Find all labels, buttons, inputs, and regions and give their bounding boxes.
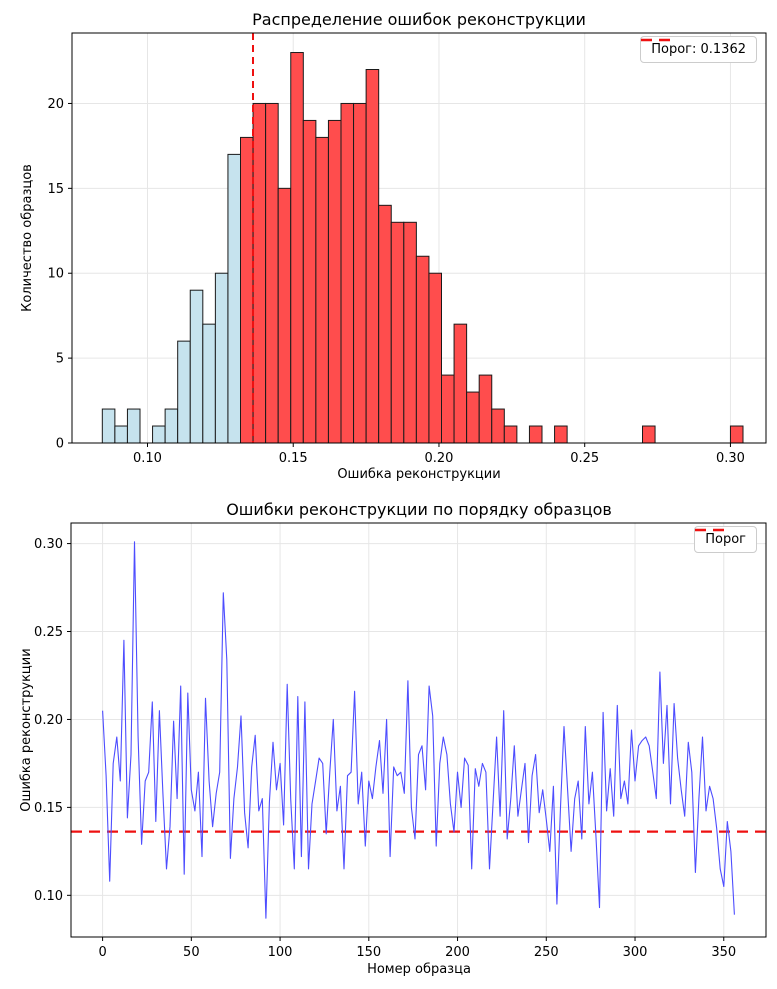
histogram-bar (442, 375, 455, 443)
histogram-bar (165, 409, 178, 443)
threshold-dash-icon (695, 527, 731, 533)
x-tick-label: 0.25 (570, 451, 600, 466)
y-tick-label: 5 (55, 351, 64, 367)
histogram-bar (127, 409, 140, 443)
line-legend (694, 526, 757, 553)
histogram-bar (504, 426, 517, 443)
y-tick-label: 20 (47, 96, 64, 112)
histogram-bar (555, 426, 568, 443)
histogram-bar (228, 154, 241, 443)
histogram-bar (153, 426, 166, 443)
x-tick-label: 150 (356, 945, 382, 960)
hist-ylabel: Количество образцов (20, 164, 35, 312)
histogram-bar (115, 426, 128, 443)
hist-xlabel: Ошибка реконструкции (337, 467, 501, 482)
histogram-bar (102, 409, 115, 443)
x-tick-label: 350 (711, 945, 737, 960)
histogram-bar (479, 375, 492, 443)
threshold-dash-icon (641, 37, 677, 43)
x-tick-label: 200 (445, 945, 470, 960)
y-tick-label: 0.25 (34, 625, 63, 641)
histogram-bar (291, 53, 304, 443)
line-ylabel: Ошибка реконструкции (19, 648, 34, 812)
x-tick-label: 50 (183, 945, 200, 960)
y-tick-label: 0.10 (34, 888, 63, 904)
x-tick-label: 0.10 (133, 451, 162, 466)
histogram-bar (454, 324, 467, 443)
histogram-bar (492, 409, 505, 443)
x-tick-label: 300 (622, 945, 648, 960)
y-tick-label: 0.30 (34, 537, 63, 553)
hist-legend-label: Порог: 0.1362 (651, 42, 746, 57)
histogram-bar (341, 103, 354, 443)
histogram-bar (253, 103, 266, 443)
histogram-bar (215, 273, 228, 443)
histogram-bar (404, 222, 417, 443)
histogram-bar (391, 222, 404, 443)
x-tick-label: 250 (533, 945, 559, 960)
y-tick-label: 10 (47, 266, 64, 282)
histogram-bar (354, 103, 367, 443)
histogram-bar (316, 137, 329, 443)
histogram-bar (203, 324, 216, 443)
x-tick-label: 100 (267, 945, 293, 960)
histogram-bar (190, 290, 203, 443)
histogram-bar (278, 188, 291, 443)
y-tick-label: 0 (55, 436, 64, 452)
histogram-bar (429, 273, 442, 443)
histogram-bar (643, 426, 656, 443)
line-title: Ошибки реконструкции по порядку образцов (226, 500, 612, 519)
x-tick-label: 0 (98, 945, 107, 960)
histogram-bar (379, 205, 392, 443)
y-tick-label: 15 (47, 181, 64, 197)
histogram-bar (303, 120, 316, 443)
histogram-bar (529, 426, 542, 443)
hist-legend (640, 36, 757, 63)
y-tick-label: 0.20 (34, 712, 63, 728)
histogram-bar (266, 103, 279, 443)
x-tick-label: 0.15 (278, 451, 308, 466)
histogram-bar (178, 341, 191, 443)
line-legend-label: Порог (705, 532, 746, 547)
histogram-bar (416, 256, 429, 443)
y-tick-label: 0.15 (34, 800, 63, 816)
histogram-bar (366, 70, 379, 443)
x-tick-label: 0.30 (715, 451, 745, 466)
hist-title: Распределение ошибок реконструкции (252, 10, 586, 29)
histogram-bar (467, 392, 480, 443)
error-series-line (103, 542, 735, 918)
histogram-bar (241, 137, 254, 443)
x-tick-label: 0.20 (424, 451, 454, 466)
line-xlabel: Номер образца (367, 962, 471, 977)
histogram-bar (730, 426, 743, 443)
histogram-bar (328, 120, 341, 443)
